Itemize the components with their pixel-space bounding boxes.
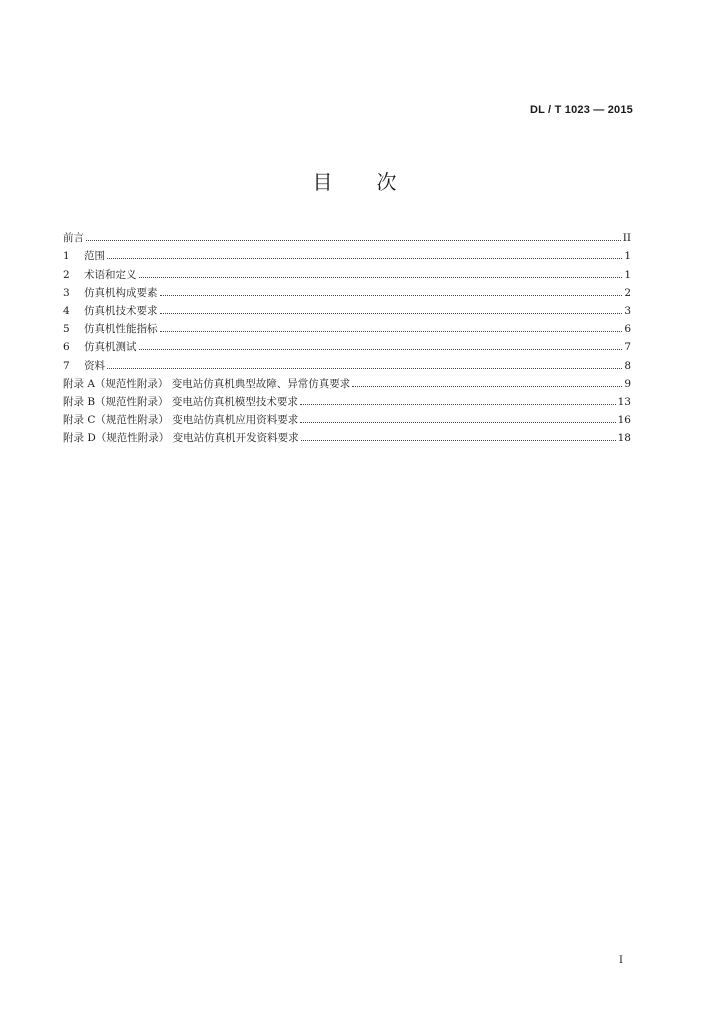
toc-entry-title: 范围 xyxy=(84,250,105,263)
toc-entry-title: 仿真机构成要素 xyxy=(84,286,158,299)
toc-entry-page: 9 xyxy=(624,377,631,390)
toc-dot-leader xyxy=(160,295,623,296)
toc-entry-number: 1 xyxy=(63,250,70,263)
toc-entry-number: 3 xyxy=(63,286,70,299)
toc-entry-title: 资料 xyxy=(84,359,105,372)
page-number: I xyxy=(619,955,623,966)
toc-entry-title: 附录 A（规范性附录） 变电站仿真机典型故障、异常仿真要求 xyxy=(63,377,351,390)
toc-entry[interactable] xyxy=(63,281,631,299)
toc-entry[interactable] xyxy=(63,426,631,444)
toc-entry-title: 附录 B（规范性附录） 变电站仿真机模型技术要求 xyxy=(63,395,298,408)
toc-entry-title: 附录 D（规范性附录） 变电站仿真机开发资料要求 xyxy=(63,432,299,445)
toc-dot-leader xyxy=(160,313,623,314)
toc-dot-leader xyxy=(160,331,623,332)
toc-entry-page: 8 xyxy=(624,359,631,372)
toc-entry-page: 18 xyxy=(617,432,631,445)
toc-entry-title: 仿真机技术要求 xyxy=(84,304,158,317)
toc-entry[interactable] xyxy=(63,408,631,426)
toc-entry-title: 附录 C（规范性附录） 变电站仿真机应用资料要求 xyxy=(63,414,299,427)
toc-entry-page: 7 xyxy=(624,341,631,354)
toc-entry-page: 1 xyxy=(624,250,631,263)
toc-dot-leader xyxy=(300,422,615,423)
toc-entry-title: 仿真机测试 xyxy=(84,341,137,354)
toc-entry[interactable] xyxy=(63,353,631,371)
toc-entry-page: 6 xyxy=(624,323,631,336)
toc-dot-leader xyxy=(86,240,621,241)
toc-entry[interactable] xyxy=(63,299,631,317)
toc-entry[interactable] xyxy=(63,372,631,390)
toc-entry-title: 仿真机性能指标 xyxy=(84,323,158,336)
toc-dot-leader xyxy=(107,368,622,369)
toc-entry[interactable] xyxy=(63,262,631,280)
toc-dot-leader xyxy=(139,277,623,278)
toc-dot-leader xyxy=(107,258,622,259)
toc-dot-leader xyxy=(301,440,616,441)
toc-dot-leader xyxy=(300,404,616,405)
page-title: 目次 xyxy=(312,170,441,194)
toc-entry-page: 2 xyxy=(624,286,631,299)
toc-entry[interactable] xyxy=(63,244,631,262)
toc-entry-number: 4 xyxy=(63,304,70,317)
toc-entry-title: 前言 xyxy=(63,232,84,245)
toc-entry-number: 2 xyxy=(63,268,70,281)
toc-entry-page: 16 xyxy=(617,414,631,427)
toc-entry-number: 7 xyxy=(63,359,70,372)
toc-entry-page: 13 xyxy=(617,395,631,408)
toc-entry-page: 1 xyxy=(624,268,631,281)
toc-entry-number: 5 xyxy=(63,323,70,336)
toc-entry[interactable] xyxy=(63,226,631,244)
document-code: DL / T 1023 — 2015 xyxy=(529,104,633,116)
toc-entry[interactable] xyxy=(63,390,631,408)
toc-entry-number: 6 xyxy=(63,341,70,354)
toc-dot-leader xyxy=(139,349,623,350)
toc-entry[interactable] xyxy=(63,317,631,335)
toc-dot-leader xyxy=(352,386,622,387)
toc-entry-page: 3 xyxy=(624,304,631,317)
toc-entry-title: 术语和定义 xyxy=(84,268,137,281)
toc-entry-page: II xyxy=(622,232,631,245)
table-of-contents xyxy=(63,226,631,444)
toc-entry[interactable] xyxy=(63,335,631,353)
